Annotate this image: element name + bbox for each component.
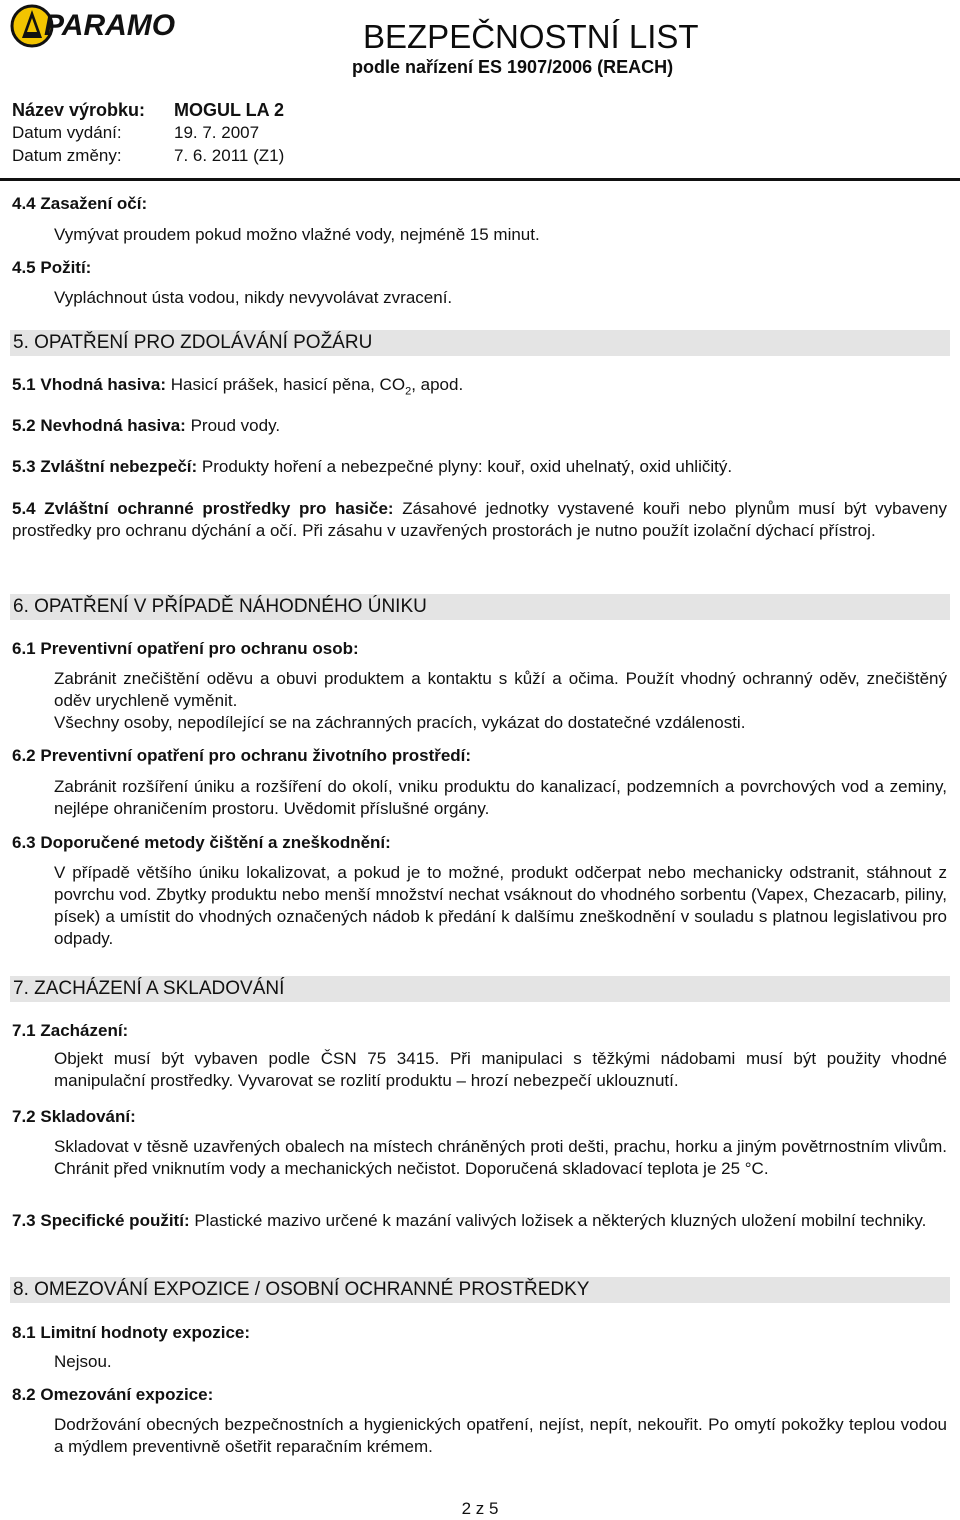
section-4-4-heading: 4.4 Zasažení očí: [12,194,148,213]
section-7-1-text: Objekt musí být vybaven podle ČSN 75 3415. Při manipulaci s těžkými nádobami musí být použity vhodné manipulační prostředky. Vyvarovat se rozlití produktu – hrozí nebezpečí uklouznutí. [54,1049,947,1090]
section-7-2-heading: 7.2 Skladování: [12,1107,136,1126]
section-7-3 [12,1210,947,1232]
section-6-title: 6. OPATŘENÍ V PŘÍPADĚ NÁHODNÉHO ÚNIKU [10,594,950,620]
issue-date-label: Datum vydání: [12,123,122,142]
section-6-3-text: V případě většího úniku lokalizovat, a pokud je to možné, produkt odčerpat nebo mechanicky odstranit, stáhnout z povrchu vod. Zbytky produktu nebo menší množství nechat vsáknout do vhodného sorbentu (Vapex, Chezacarb, piliny, písek) a umístit do vhodných označených nádob k předání k dalšímu zneškodnění v souladu s platnou legislativou pro odpady. [54,863,947,948]
page-number: 2 z 5 [461,1499,499,1518]
section-4-5-text: Vypláchnout ústa vodou, nikdy nevyvolávat zvracení. [54,288,453,307]
section-6-1-text-2: Všechny osoby, nepodílející se na záchranných pracích, vykázat do dostatečné vzdálenosti. [54,713,746,732]
section-5-1 [12,374,948,396]
section-8-1-heading: 8.1 Limitní hodnoty expozice: [12,1323,251,1342]
section-5-3-text: Produkty hoření a nebezpečné plyny: kouř, oxid uhelnatý, oxid uhličitý. [201,457,733,476]
section-7-2-text: Skladovat v těsně uzavřených obalech na místech chráněných proti dešti, prachu, horku a jiným povětrnostním vlivům. Chránit před vniknutím vody a mechanických nečistot. Doporučená skladovací teplota je 25 °C. [54,1137,947,1178]
section-7-3-text: Plastické mazivo určené k mazání valivých ložisek a některých kluzných uložení mobilní techniky. [194,1211,927,1230]
section-8-2-text: Dodržování obecných bezpečnostních a hygienických opatření, nejíst, nepít, nekouřit. Po omytí pokožky teplou vodou a mýdlem preventivně ošetřit reparačním krémem. [54,1415,947,1456]
section-5-4-text: Zásahové jednotky vystavené kouři nebo plynům musí být vybaveny prostředky pro ochranu dýchání a očí. Při zásahu v uzavřených prostorách je nutno použít izolační dýchací přístroj. [12,499,947,540]
paramo-logo [10,2,210,50]
change-date-value: 7. 6. 2011 (Z1) [174,146,285,165]
section-6-2-text: Zabránit rozšíření úniku a rozšíření do okolí, vniku produktu do kanalizací, podzemních a povrchových vod a zeminy, nejlépe ohraničením prostoru. Uvědomit příslušné orgány. [54,777,947,818]
section-6-3-heading: 6.3 Doporučené metody čištění a zneškodnění: [12,833,391,852]
product-label: Název výrobku: [12,100,146,120]
section-5-2-label: 5.2 Nevhodná hasiva: [12,416,186,435]
change-date-label: Datum změny: [12,146,122,165]
section-5-4 [12,498,947,542]
section-4-4-text: Vymývat proudem pokud možno vlažné vody, nejméně 15 minut. [54,225,540,244]
section-7-3-label: 7.3 Specifické použití: [12,1211,190,1230]
section-5-3-label: 5.3 Zvláštní nebezpečí: [12,457,198,476]
section-5-3 [12,456,948,478]
section-4-5-heading: 4.5 Požití: [12,258,92,277]
section-5-4-label: 5.4 Zvláštní ochranné prostředky pro hasiče: [12,499,394,518]
section-6-1-text: Zabránit znečištění oděvu a obuvi produktem a kontaktu s kůží a očima. Použít vhodný ochranný oděv, znečištěný oděv urychleně vyměnit. [54,669,947,710]
section-5-1-text-end: , apod. [411,375,464,394]
section-5-title: 5. OPATŘENÍ PRO ZDOLÁVÁNÍ POŽÁRU [10,330,950,356]
section-7-1-heading: 7.1 Zacházení: [12,1021,129,1040]
document-title: BEZPEČNOSTNÍ LIST [363,18,699,55]
section-5-1-label: 5.1 Vhodná hasiva: [12,375,166,394]
section-8-2-heading: 8.2 Omezování expozice: [12,1385,214,1404]
section-7-title: 7. ZACHÁZENÍ A SKLADOVÁNÍ [10,976,950,1002]
issue-date-value: 19. 7. 2007 [174,123,260,142]
section-8-1-text: Nejsou. [54,1352,112,1371]
header-divider [0,178,960,181]
section-8-title: 8. OMEZOVÁNÍ EXPOZICE / OSOBNÍ OCHRANNÉ PROSTŘEDKY [10,1277,950,1303]
product-value: MOGUL LA 2 [174,100,285,120]
section-5-1-text: Hasicí prášek, hasicí pěna, CO [170,375,406,394]
section-6-1-heading: 6.1 Preventivní opatření pro ochranu osob: [12,639,359,658]
section-6-2-heading: 6.2 Preventivní opatření pro ochranu životního prostředí: [12,746,472,765]
co2-subscript: 2 [405,385,412,398]
document-subtitle: podle nařízení ES 1907/2006 (REACH) [352,57,674,77]
logo-text: PARAMO [44,9,176,42]
section-5-2-text: Proud vody. [190,416,281,435]
section-5-2 [12,415,948,437]
